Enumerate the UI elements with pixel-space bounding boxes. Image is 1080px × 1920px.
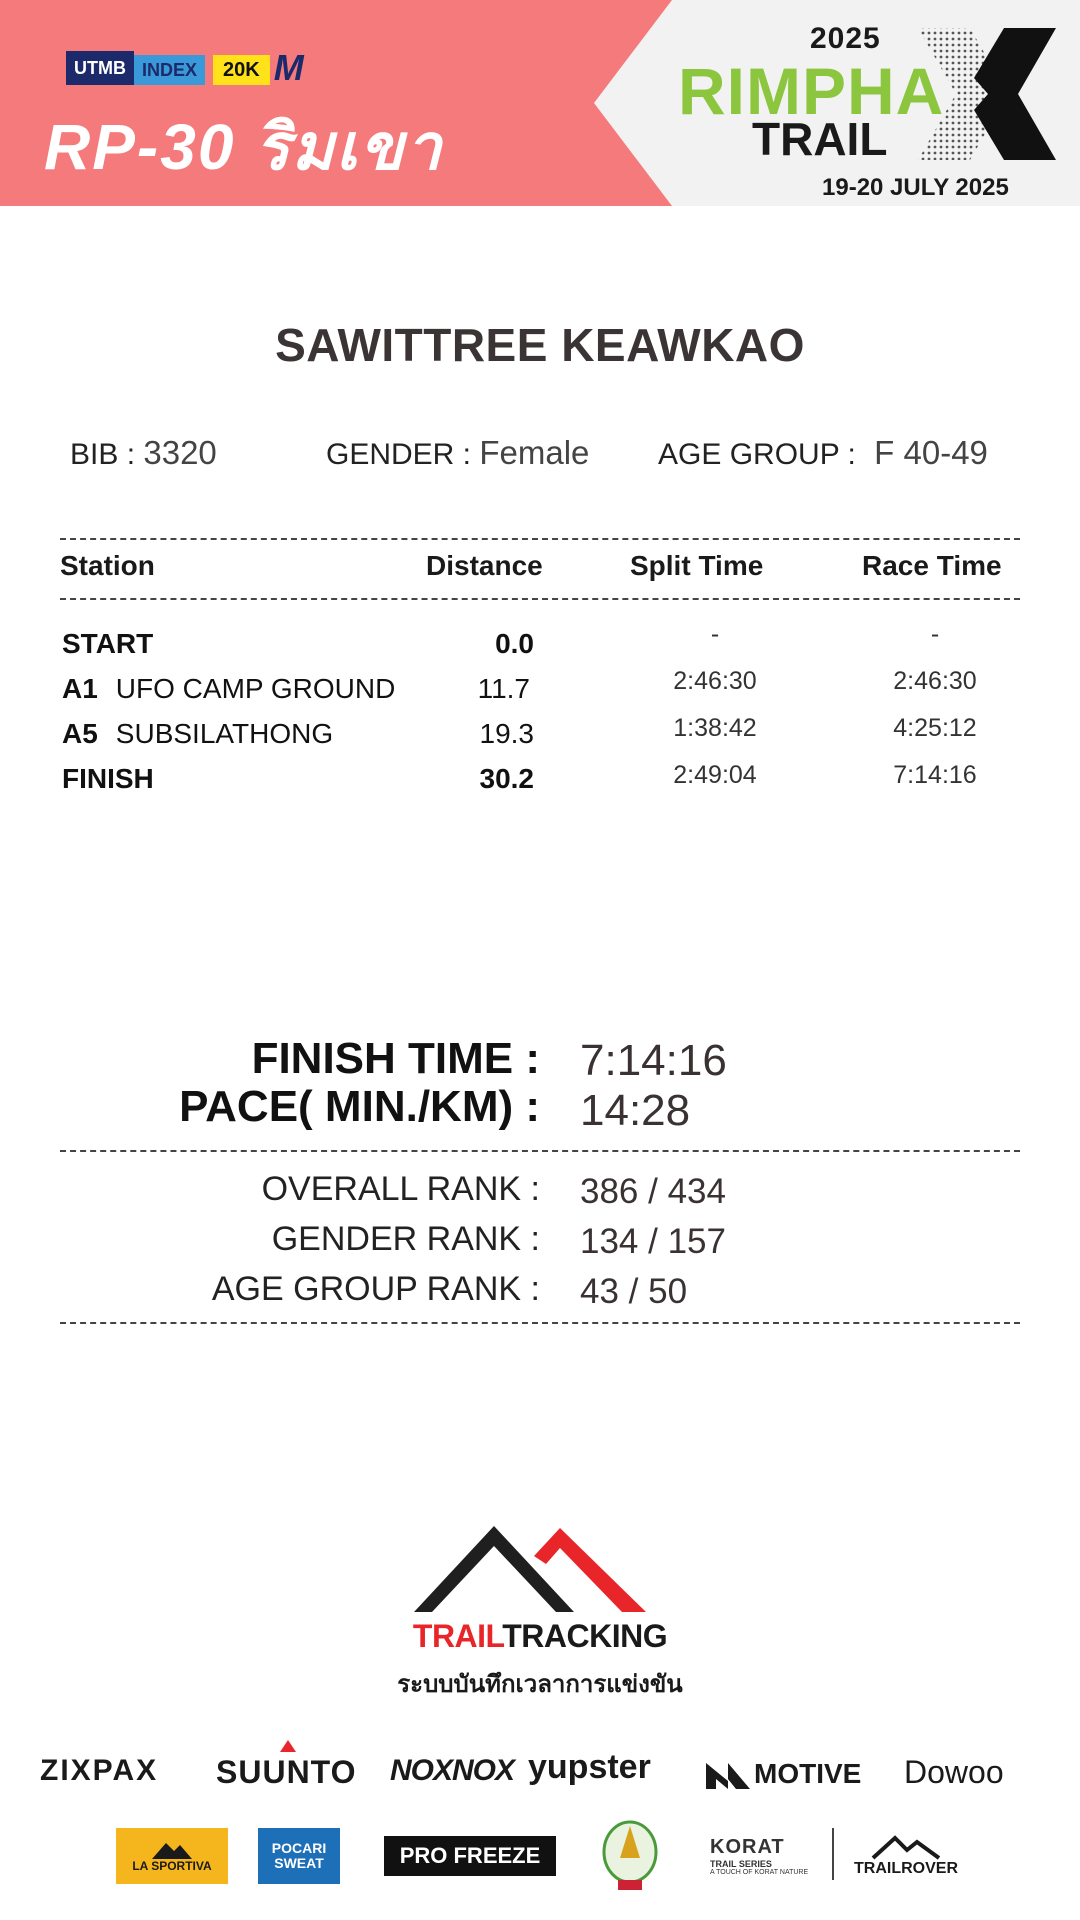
station-name: A5 SUBSILATHONG xyxy=(62,718,334,749)
station-distance: 11.7 xyxy=(477,673,530,704)
sponsor-korat-trail-series: KORAT TRAIL SERIES A TOUCH OF KORAT NATURE xyxy=(710,1836,809,1876)
header-split: Split Time xyxy=(630,550,764,581)
race-time: - xyxy=(930,620,940,648)
age-group-label: AGE GROUP : xyxy=(658,438,856,471)
rimpha-trail-logo xyxy=(678,18,1060,201)
header-station: Station xyxy=(60,550,155,581)
age-group-info xyxy=(658,434,988,472)
station-code: A5 xyxy=(62,718,98,749)
m-mark: M xyxy=(273,47,304,88)
divider-header xyxy=(60,598,1020,600)
sponsor-zixpax: ZIXPAX xyxy=(40,1754,159,1787)
race-time: 7:14:16 xyxy=(893,761,977,789)
station-name: A1 UFO CAMP GROUND xyxy=(62,673,396,704)
divider-summary xyxy=(60,1150,1020,1152)
sponsor-motive: MOTIVE xyxy=(706,1758,861,1790)
split-time: 2:46:30 xyxy=(673,667,757,695)
gender-rank-value: 134 / 157 xyxy=(580,1222,726,1261)
suunto-triangle-icon xyxy=(280,1740,296,1752)
trailtracking-wordmark: TRAILTRACKING xyxy=(412,1618,668,1654)
station-distance: 19.3 xyxy=(479,718,534,749)
brand-year: 2025 xyxy=(810,22,881,55)
sponsor-yupster: yupster xyxy=(528,1748,651,1786)
trailrover-mountain-icon xyxy=(871,1834,941,1860)
split-time: - xyxy=(710,620,720,648)
utmb-index-badge xyxy=(66,47,304,88)
pace-value: 14:28 xyxy=(580,1086,691,1135)
station-distance: 0.0 xyxy=(495,628,534,659)
korat-province-seal-icon xyxy=(600,1818,660,1894)
age-group-rank-label: AGE GROUP RANK : xyxy=(211,1270,540,1308)
sponsor-suunto: SUUNTO xyxy=(216,1754,357,1791)
runner-name: SAWITTREE KEAWKAO xyxy=(275,319,805,371)
overall-rank-label: OVERALL RANK : xyxy=(261,1170,540,1208)
race-time: 4:25:12 xyxy=(893,714,977,742)
sponsor-noxnox: NOXNOX xyxy=(390,1754,515,1787)
bib-info xyxy=(70,434,217,472)
age-group-rank-value: 43 / 50 xyxy=(580,1272,688,1311)
bib-label: BIB : xyxy=(70,438,136,471)
table-row xyxy=(0,620,1080,668)
station-code: A1 xyxy=(62,673,98,704)
header-banner xyxy=(0,0,1080,206)
brand-trail: TRAIL xyxy=(752,113,888,165)
motive-m-icon xyxy=(706,1763,750,1789)
sponsor-pro-freeze: PRO FREEZE xyxy=(384,1836,556,1876)
gender-rank-label: GENDER RANK : xyxy=(271,1220,540,1258)
pace-label: PACE( MIN./KM) : xyxy=(179,1082,540,1131)
brand-name: RIMPHA xyxy=(678,54,945,128)
header-race: Race Time xyxy=(862,550,1002,581)
utmb-label: UTMB xyxy=(66,51,134,85)
table-row xyxy=(0,667,1080,713)
finish-time-label: FINISH TIME : xyxy=(251,1034,540,1083)
table-row xyxy=(0,763,1080,803)
trailtracking-mountain-icon xyxy=(410,1520,650,1620)
divider-bottom xyxy=(60,1322,1020,1324)
brand-date: 19-20 JULY 2025 xyxy=(822,174,1009,201)
bib-value: 3320 xyxy=(143,434,217,471)
gender-value: Female xyxy=(479,434,590,471)
header-distance: Distance xyxy=(426,550,543,581)
race-time: 2:46:30 xyxy=(893,667,977,695)
gender-info xyxy=(326,434,589,472)
station-distance: 30.2 xyxy=(479,763,534,794)
trailtracking-subtitle: ระบบบันทึกเวลาการแข่งขัน xyxy=(397,1671,683,1698)
finish-time-value: 7:14:16 xyxy=(580,1036,727,1085)
station-name: FINISH xyxy=(62,763,154,794)
sponsor-dowoo: Dowoo xyxy=(904,1754,1004,1790)
table-row xyxy=(0,714,1080,758)
sponsor-separator xyxy=(832,1828,834,1880)
age-group-value: F 40-49 xyxy=(874,434,988,471)
sponsor-trailrover: TRAILROVER xyxy=(846,1828,966,1884)
gender-label: GENDER : xyxy=(326,438,472,471)
split-time: 2:49:04 xyxy=(673,761,757,789)
divider-top xyxy=(60,538,1020,540)
station-name: START xyxy=(62,628,154,659)
index-label: INDEX xyxy=(134,55,205,85)
la-sportiva-mountain-icon xyxy=(152,1839,192,1859)
overall-rank-value: 386 / 434 xyxy=(580,1172,726,1211)
split-time: 1:38:42 xyxy=(673,714,757,742)
distance-badge: 20K xyxy=(213,55,270,85)
sponsor-la-sportiva: LA SPORTIVA xyxy=(116,1828,228,1884)
sponsor-pocari-sweat: POCARI SWEAT xyxy=(258,1828,340,1884)
race-title: RP-30 ริมเขา xyxy=(44,111,444,183)
